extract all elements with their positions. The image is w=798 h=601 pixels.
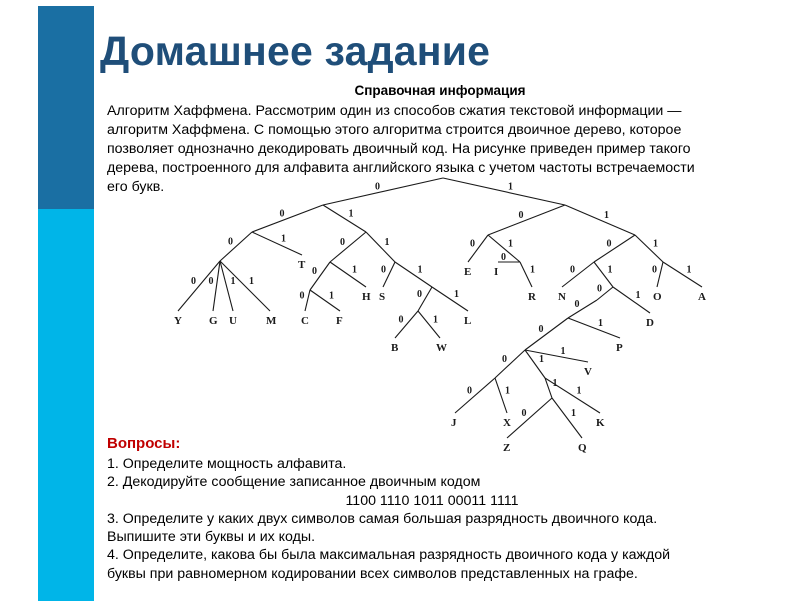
edge-bit-label: 0	[208, 276, 214, 287]
binary-code: 1100 1110 1011 00011 1111	[345, 492, 519, 509]
edge-bit-label: 1	[604, 210, 609, 221]
leaf-letter-l: L	[464, 315, 472, 327]
tree-edge	[525, 350, 588, 362]
edge-bit-label: 1	[230, 276, 236, 287]
edge-bit-label: 0	[606, 238, 612, 250]
question-3-line-2: Выпишите эти буквы и их коды.	[107, 529, 316, 546]
tree-edge	[613, 287, 650, 313]
edge-bit-label: 1	[653, 238, 658, 250]
edge-bit-label: 0	[518, 210, 524, 221]
huffman-tree-diagram	[170, 172, 710, 454]
question-1: 1. Определите мощность алфавита.	[107, 456, 347, 472]
leaf-letter-c: C	[301, 315, 309, 327]
edge-bit-label: 1	[552, 378, 558, 389]
leaf-letter-u: U	[229, 315, 237, 327]
edge-bit-label: 0	[312, 266, 317, 277]
leaf-letter-w: W	[436, 342, 447, 354]
paragraph-line: алгоритм Хаффмена. С помощью этого алгоритма строится двоичное дерево, которое	[107, 122, 682, 138]
edge-bit-label: 0	[574, 299, 580, 310]
leaf-letter-s: S	[379, 291, 386, 303]
edge-bit-label: 1	[598, 318, 603, 329]
edge-bit-label: 1	[352, 264, 357, 276]
edge-bit-label: 0	[467, 385, 472, 397]
edge-bit-label: 0	[398, 314, 404, 326]
slide-title: Домашнее задание	[100, 28, 491, 74]
question-4-line-2: буквы при равномерном кодировании всех символов представленных на графе.	[107, 565, 638, 582]
leaf-letter-e: E	[464, 266, 472, 278]
leaf-letter-v: V	[584, 366, 592, 378]
leaf-letter-f: F	[336, 315, 343, 327]
edge-bit-label: 0	[470, 238, 475, 250]
edge-bit-label: 1	[508, 238, 513, 250]
paragraph-line: его букв.	[107, 179, 165, 195]
tree-edge	[252, 205, 323, 232]
tree-edge	[323, 178, 443, 205]
edge-bit-label: 1	[433, 314, 438, 326]
leaf-letter-a: A	[698, 291, 706, 303]
edge-bit-label: 0	[228, 236, 233, 248]
tree-edge	[507, 398, 552, 438]
leaf-letter-t: T	[298, 259, 306, 271]
tree-edge	[220, 232, 252, 261]
leaf-letter-x: X	[503, 417, 511, 429]
question-4-line-1: 4. Определите, какова бы была максимальная разрядность двоичного кода у каждой	[107, 547, 671, 564]
accent-bar-dark	[38, 6, 94, 209]
tree-edge	[395, 262, 432, 287]
leaf-letter-j: J	[451, 417, 457, 429]
questions-heading: Вопросы:	[107, 435, 181, 452]
tree-edge	[366, 232, 395, 262]
questions-list	[107, 455, 767, 583]
tree-edge	[455, 378, 495, 413]
tree-edge	[305, 290, 310, 311]
edge-bit-label: 1	[576, 385, 582, 397]
edge-bit-label: 0	[538, 324, 544, 335]
paragraph-line: дерева, построенного для алфавита английского языка с учетом частоты встречаемости	[107, 160, 695, 176]
edge-bit-label: 0	[417, 289, 422, 300]
leaf-letter-k: K	[596, 417, 605, 429]
tree-edge	[568, 318, 620, 338]
reference-heading: Справочная информация	[354, 83, 526, 98]
tree-edge	[635, 235, 663, 262]
edge-bit-label: 1	[454, 289, 459, 300]
edge-bit-label: 1	[571, 408, 576, 419]
leaf-letter-b: B	[391, 342, 399, 354]
leaf-letter-g: G	[209, 315, 218, 327]
edge-bit-label: 1	[530, 264, 535, 276]
edge-bit-label: 1	[539, 354, 544, 365]
leaf-letter-n: N	[558, 291, 566, 303]
tree-edge	[252, 232, 302, 255]
leaf-letter-m: M	[266, 315, 277, 327]
edge-bit-label: 1	[417, 264, 423, 276]
edge-bit-label: 1	[348, 208, 354, 220]
tree-edge	[432, 287, 468, 311]
leaf-letter-p: P	[616, 342, 623, 354]
question-2: 2. Декодируйте сообщение записанное двоичным кодом	[107, 474, 481, 491]
leaf-letter-d: D	[646, 317, 654, 329]
edge-bit-label: 1	[686, 264, 692, 276]
leaf-letter-o: O	[653, 291, 662, 303]
paragraph-line: Алгоритм Хаффмена. Рассмотрим один из способов сжатия текстовой информации —	[107, 103, 682, 119]
leaf-letter-r: R	[528, 291, 536, 303]
edge-bit-label: 0	[279, 208, 285, 220]
tree-edge	[330, 232, 366, 262]
tree-edge	[220, 261, 270, 311]
edge-bit-label: 1	[508, 181, 513, 193]
edge-bit-label: 0	[501, 252, 506, 263]
tree-edge	[443, 178, 565, 205]
tree-edge	[568, 300, 597, 318]
paragraph-line: позволяет однозначно декодировать двоичный код. На рисунке приведен пример такого	[107, 141, 691, 157]
edge-bit-label: 1	[384, 237, 390, 248]
leaf-letter-y: Y	[174, 315, 182, 327]
leaf-letter-i: I	[494, 266, 499, 278]
edge-bit-label: 1	[635, 290, 641, 301]
tree-edge	[323, 205, 366, 232]
tree-edge	[545, 378, 552, 398]
tree-edge	[310, 290, 340, 311]
tree-edge	[657, 262, 663, 287]
edge-bit-label: 1	[329, 290, 334, 302]
edge-bit-label: 1	[560, 346, 566, 357]
edge-bit-label: 0	[299, 290, 305, 302]
edge-bit-label: 0	[381, 264, 386, 276]
edge-bit-label: 0	[521, 408, 527, 419]
tree-edge	[562, 262, 594, 287]
edge-bit-label: 0	[597, 283, 602, 295]
leaf-letter-z: Z	[503, 442, 511, 454]
edge-bit-label: 1	[281, 233, 286, 245]
edge-bit-label: 1	[607, 264, 613, 276]
tree-edge	[594, 235, 635, 262]
edge-bit-label: 0	[570, 264, 575, 276]
edge-bit-label: 0	[340, 237, 345, 248]
accent-bar-light	[38, 209, 94, 601]
leaf-letter-q: Q	[578, 442, 587, 454]
edge-bit-label: 0	[652, 264, 657, 276]
edge-bit-label: 1	[505, 385, 510, 397]
tree-edge	[552, 398, 582, 438]
tree-edge	[330, 262, 366, 287]
tree-edge	[495, 350, 525, 378]
edge-bit-label: 0	[502, 354, 507, 365]
edge-bit-label: 1	[249, 276, 254, 287]
question-3-line-1: 3. Определите у каких двух символов самая большая разрядность двоичного кода.	[107, 510, 658, 527]
leaf-letter-h: H	[362, 291, 371, 303]
edge-bit-label: 0	[191, 276, 196, 287]
tree-edge	[663, 262, 702, 287]
tree-edge	[565, 205, 635, 235]
tree-edge	[488, 205, 565, 235]
edge-bit-label: 0	[375, 181, 380, 193]
